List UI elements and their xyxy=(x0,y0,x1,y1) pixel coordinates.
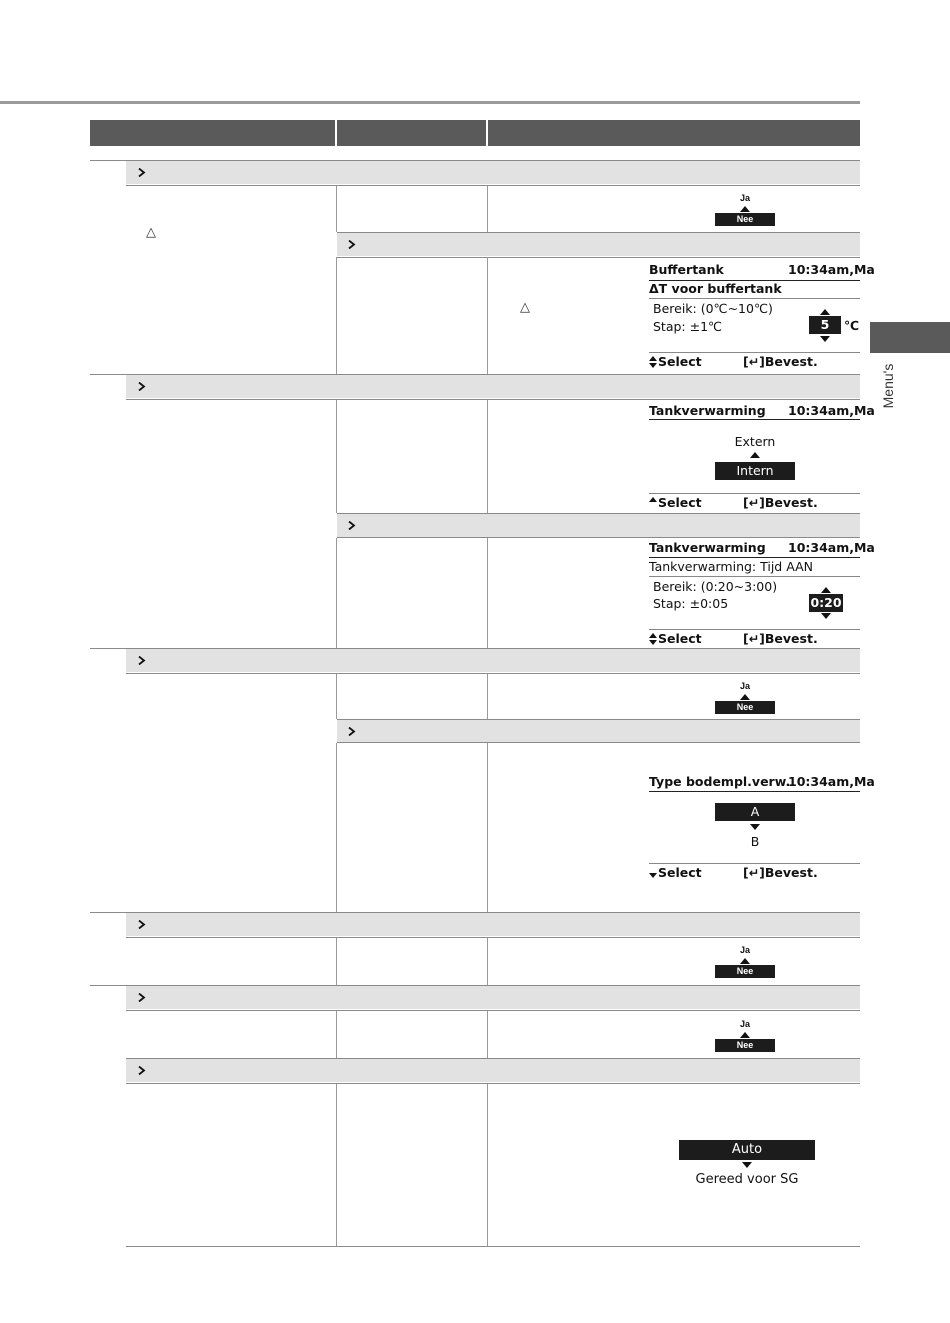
selector-option-selected[interactable]: Nee xyxy=(715,213,775,226)
footer-confirm: [↵]Bevest. xyxy=(743,865,818,880)
warning-triangle-icon: △ xyxy=(520,299,530,314)
arrow-down-icon xyxy=(649,640,657,645)
chevron-right-icon[interactable] xyxy=(137,920,146,929)
option-up: Extern xyxy=(734,434,776,449)
col-divider xyxy=(487,674,488,719)
col-divider xyxy=(336,186,337,232)
screen-range: Bereik: (0:20~3:00) xyxy=(653,579,778,594)
arrow-down-icon xyxy=(742,1162,752,1168)
table-header-col3 xyxy=(488,120,860,146)
screen-header: Tankverwarming xyxy=(649,403,766,418)
col-divider xyxy=(487,1011,488,1058)
table-header-col1 xyxy=(90,120,335,146)
chevron-right-icon[interactable] xyxy=(137,168,146,177)
col-divider xyxy=(487,257,488,374)
warning-triangle-icon: △ xyxy=(146,224,156,239)
screen-time: 10:34am,Ma xyxy=(788,403,875,418)
col-divider xyxy=(487,743,488,912)
col-divider xyxy=(336,743,337,912)
subheading-bar xyxy=(126,986,860,1009)
screen-header: Tankverwarming xyxy=(649,540,766,555)
screen-divider xyxy=(649,629,860,630)
chevron-right-icon[interactable] xyxy=(137,1066,146,1075)
arrow-up-icon xyxy=(750,452,760,458)
arrow-down-icon xyxy=(649,873,657,878)
screen-divider xyxy=(649,493,860,494)
chevron-right-icon[interactable] xyxy=(137,382,146,391)
cell-border xyxy=(126,1058,860,1059)
arrow-up-icon xyxy=(649,497,657,502)
screen-divider xyxy=(649,576,860,577)
selector-option-up: Ja xyxy=(739,193,750,203)
screen-time: 10:34am,Ma xyxy=(788,262,875,277)
option-down: B xyxy=(750,834,760,849)
chevron-right-icon[interactable] xyxy=(347,727,356,736)
arrow-up-icon xyxy=(649,356,657,361)
selector-option-up: Ja xyxy=(739,945,750,955)
subheading-bar xyxy=(337,720,860,743)
footer-select: Select xyxy=(658,865,702,880)
subheading-bar xyxy=(337,233,860,256)
footer-confirm: [↵]Bevest. xyxy=(743,631,818,646)
subheading-bar xyxy=(126,161,860,184)
cell-border xyxy=(126,1010,860,1011)
option-selected[interactable]: Auto xyxy=(679,1140,815,1160)
cell-border xyxy=(126,937,860,938)
option-selected[interactable]: Intern xyxy=(715,462,795,480)
selector-option-selected[interactable]: Nee xyxy=(715,965,775,978)
footer-select: Select xyxy=(658,495,702,510)
arrow-up-icon xyxy=(740,694,750,700)
col-divider xyxy=(336,938,337,985)
screen-header: Type bodempl.verw. xyxy=(649,774,791,789)
arrow-up-icon xyxy=(821,587,831,593)
chevron-right-icon[interactable] xyxy=(137,993,146,1002)
cell-border xyxy=(126,673,860,674)
footer-select: Select xyxy=(658,354,702,369)
col-divider xyxy=(336,1011,337,1058)
col-divider xyxy=(336,538,337,648)
arrow-up-icon xyxy=(820,309,830,315)
col-divider xyxy=(487,400,488,513)
option-selected[interactable]: A xyxy=(715,803,795,821)
col-divider xyxy=(336,257,337,374)
footer-select: Select xyxy=(658,631,702,646)
arrow-down-icon xyxy=(750,824,760,830)
screen-time: 10:34am,Ma xyxy=(788,774,875,789)
cell-border xyxy=(337,742,860,743)
arrow-up-icon xyxy=(649,633,657,638)
screen-subtitle: ΔT voor buffertank xyxy=(649,281,782,296)
cell-border xyxy=(337,719,860,720)
screen-header: Buffertank xyxy=(649,262,724,277)
col-divider xyxy=(487,1084,488,1246)
arrow-up-icon xyxy=(740,958,750,964)
side-tab[interactable] xyxy=(870,322,950,353)
table-header-col2 xyxy=(337,120,486,146)
selector-option-selected[interactable]: Nee xyxy=(715,1039,775,1052)
arrow-down-icon xyxy=(820,336,830,342)
screen-divider xyxy=(649,352,860,353)
subheading-bar xyxy=(126,913,860,936)
cell-border xyxy=(337,513,860,514)
selector-option-up: Ja xyxy=(739,1019,750,1029)
cell-border xyxy=(126,399,860,400)
subheading-bar xyxy=(337,514,860,537)
chevron-right-icon[interactable] xyxy=(347,240,356,249)
col-divider xyxy=(336,400,337,513)
screen-divider xyxy=(649,791,860,792)
side-tab-label: Menu's xyxy=(880,363,896,409)
subheading-bar xyxy=(126,375,860,398)
screen-divider xyxy=(649,863,860,864)
value-display[interactable]: 0:20 xyxy=(810,595,842,610)
selector-option-up: Ja xyxy=(739,681,750,691)
screen-step: Stap: ±1℃ xyxy=(653,319,723,334)
subheading-bar xyxy=(126,649,860,672)
cell-border xyxy=(337,257,860,258)
chevron-right-icon[interactable] xyxy=(347,521,356,530)
arrow-up-icon xyxy=(740,206,750,212)
option-down: Gereed voor SG xyxy=(695,1172,799,1187)
value-display[interactable]: 5 xyxy=(809,316,841,334)
arrow-down-icon xyxy=(649,363,657,368)
chevron-right-icon[interactable] xyxy=(137,656,146,665)
row-separator xyxy=(126,1246,860,1247)
col-divider xyxy=(487,938,488,985)
arrow-down-icon xyxy=(821,613,831,619)
selector-option-selected[interactable]: Nee xyxy=(715,701,775,714)
subheading-bar xyxy=(126,1059,860,1082)
cell-border xyxy=(337,232,860,233)
arrow-up-icon xyxy=(740,1032,750,1038)
col-divider xyxy=(336,674,337,719)
screen-subtitle: Tankverwarming: Tijd AAN xyxy=(649,559,814,574)
footer-confirm: [↵]Bevest. xyxy=(743,354,818,369)
screen-divider xyxy=(649,557,860,558)
top-rule xyxy=(0,101,860,104)
unit-label: ℃ xyxy=(844,318,860,333)
cell-border xyxy=(337,537,860,538)
screen-step: Stap: ±0:05 xyxy=(653,596,729,611)
footer-confirm: [↵]Bevest. xyxy=(743,495,818,510)
cell-border xyxy=(126,1083,860,1084)
col-divider xyxy=(336,1084,337,1246)
col-divider xyxy=(487,186,488,232)
screen-divider xyxy=(649,298,860,299)
cell-border xyxy=(126,185,860,186)
screen-time: 10:34am,Ma xyxy=(788,540,875,555)
screen-divider xyxy=(649,419,860,420)
screen-range: Bereik: (0℃~10℃) xyxy=(653,301,773,316)
col-divider xyxy=(487,538,488,648)
